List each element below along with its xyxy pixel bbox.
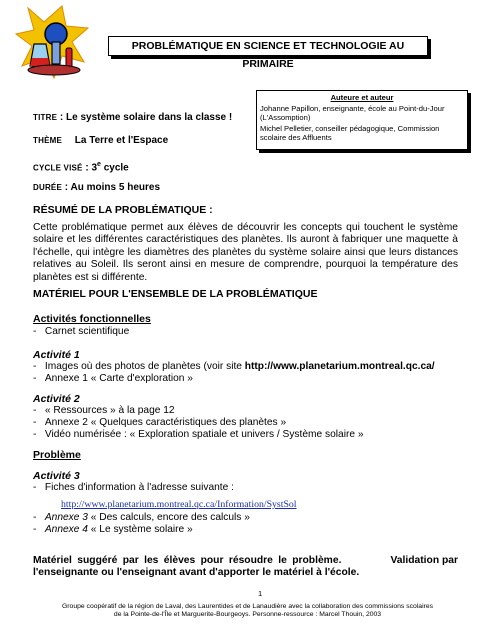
duration-value: : Au moins 5 heures <box>64 182 161 193</box>
list-item-text: Annexe 1 « Carte d'exploration » <box>44 373 193 384</box>
author-1: Johanne Papillon, enseignante, école au Point-du-Jour (L'Assomption) <box>260 104 445 123</box>
theme-value: La Terre et l'Espace <box>74 135 169 146</box>
list-item: - Carnet scientifique <box>33 326 130 337</box>
list-item-text: « Ressources » à la page 12 <box>44 405 175 416</box>
authors-box <box>256 90 468 150</box>
science-lab-logo-icon <box>14 4 92 82</box>
functional-activities-heading: Activités fonctionnelles <box>33 313 151 325</box>
systsol-link[interactable]: http://www.planetarium.montreal.qc.ca/Information/SystSol <box>61 499 297 510</box>
footer-text <box>20 603 475 619</box>
summary-heading: RÉSUMÉ DE LA PROBLÉMATIQUE : <box>33 204 213 216</box>
list-item: - Images où des photos de planètes (voir site http://www.planetarium.montreal.qc.ca/ <box>33 361 435 372</box>
suggested-text-3: l'enseignante ou l'enseignant avant d'apporter le matériel à l'école. <box>33 567 360 579</box>
activity-3-heading: Activité 3 <box>33 470 80 482</box>
annex-4-label: Annexe 4 <box>44 524 88 535</box>
duration-field <box>33 182 160 194</box>
list-item: - Annexe 3 « Des calculs, encore des calculs » <box>33 512 250 523</box>
title-value: : Le système solaire dans la classe ! <box>59 112 233 123</box>
theme-label: THÈME <box>33 136 62 145</box>
list-item <box>61 494 297 512</box>
list-item-text: Fiches d'information à l'adresse suivante : <box>44 482 234 493</box>
list-item-text: Images où des photos de planètes (voir site <box>44 361 245 372</box>
list-item-text: Vidéo numérisée : « Exploration spatiale et univers / Système solaire » <box>44 429 364 440</box>
suggested-text-1: Matériel suggéré par les élèves pour résoudre le problème. <box>33 555 342 566</box>
duration-label: DURÉE <box>33 183 63 192</box>
page-title: PROBLÉMATIQUE EN SCIENCE ET TECHNOLOGIE AU PRIMAIRE <box>108 36 428 56</box>
footer-line-2: de la Pointe-de-l'Île et Marguerite-Bourgeoys. Personne-ressource : Marcel Thouin, 2003 <box>113 611 382 619</box>
list-item: - Vidéo numérisée : « Exploration spatiale et univers / Système solaire » <box>33 429 364 440</box>
suggested-text-2: Validation par <box>390 555 458 566</box>
suggested-materials <box>33 555 458 580</box>
cycle-sup: e <box>97 161 101 168</box>
summary-text: Cette problématique permet aux élèves de découvrir les concepts qui touchent le système solaire et les différentes caractéristiques des planètes. Ils auront à fabriquer une maquette à l'échelle, qui intègre les diamètres des planètes du système solaire ainsi que leurs distances relatives au Soleil. Ils seront ainsi en mesure de comprendre, pourquoi la température des planètes est si différente. <box>33 222 458 283</box>
list-item: - Annexe 4 « Le système solaire » <box>33 524 193 535</box>
problem-heading: Problème <box>33 449 81 461</box>
page-number: 1 <box>258 589 263 598</box>
title-field <box>33 112 232 124</box>
materials-heading: MATÉRIEL POUR L'ENSEMBLE DE LA PROBLÉMATIQUE <box>33 288 318 300</box>
list-item: - Annexe 2 « Quelques caractéristiques des planètes » <box>33 417 287 428</box>
list-item-text: « Le système solaire » <box>87 524 193 535</box>
planetarium-link[interactable]: http://www.planetarium.montreal.qc.ca/ <box>244 361 435 372</box>
list-item-text: Annexe 2 « Quelques caractéristiques des planètes » <box>44 417 287 428</box>
authors-title: Auteure et auteur <box>330 93 394 102</box>
theme-field <box>33 135 168 147</box>
cycle-label: CYCLE VISÉ <box>33 163 83 173</box>
annex-3-label: Annexe 3 <box>44 512 88 523</box>
activity-2-heading: Activité 2 <box>33 393 80 405</box>
cycle-suffix: cycle <box>100 162 129 174</box>
title-label: TITRE <box>33 113 58 122</box>
activity-1-heading: Activité 1 <box>33 349 80 361</box>
list-item-text: « Des calculs, encore des calculs » <box>87 512 250 523</box>
author-2: Michel Pelletier, conseiller pédagogique, Commission scolaire des Affluents <box>260 123 440 142</box>
list-item-text: Carnet scientifique <box>44 326 130 337</box>
list-item: - Fiches d'information à l'adresse suivante : <box>33 482 234 493</box>
list-item: - « Ressources » à la page 12 <box>33 405 175 416</box>
cycle-field <box>33 159 129 174</box>
cycle-value: : 3 <box>85 162 98 174</box>
footer-line-1: Groupe coopératif de la région de Laval, des Laurentides et de Lanaudière avec la collaboration des commissions scolaires <box>61 603 434 610</box>
list-item: - Annexe 1 « Carte d'exploration » <box>33 373 193 384</box>
